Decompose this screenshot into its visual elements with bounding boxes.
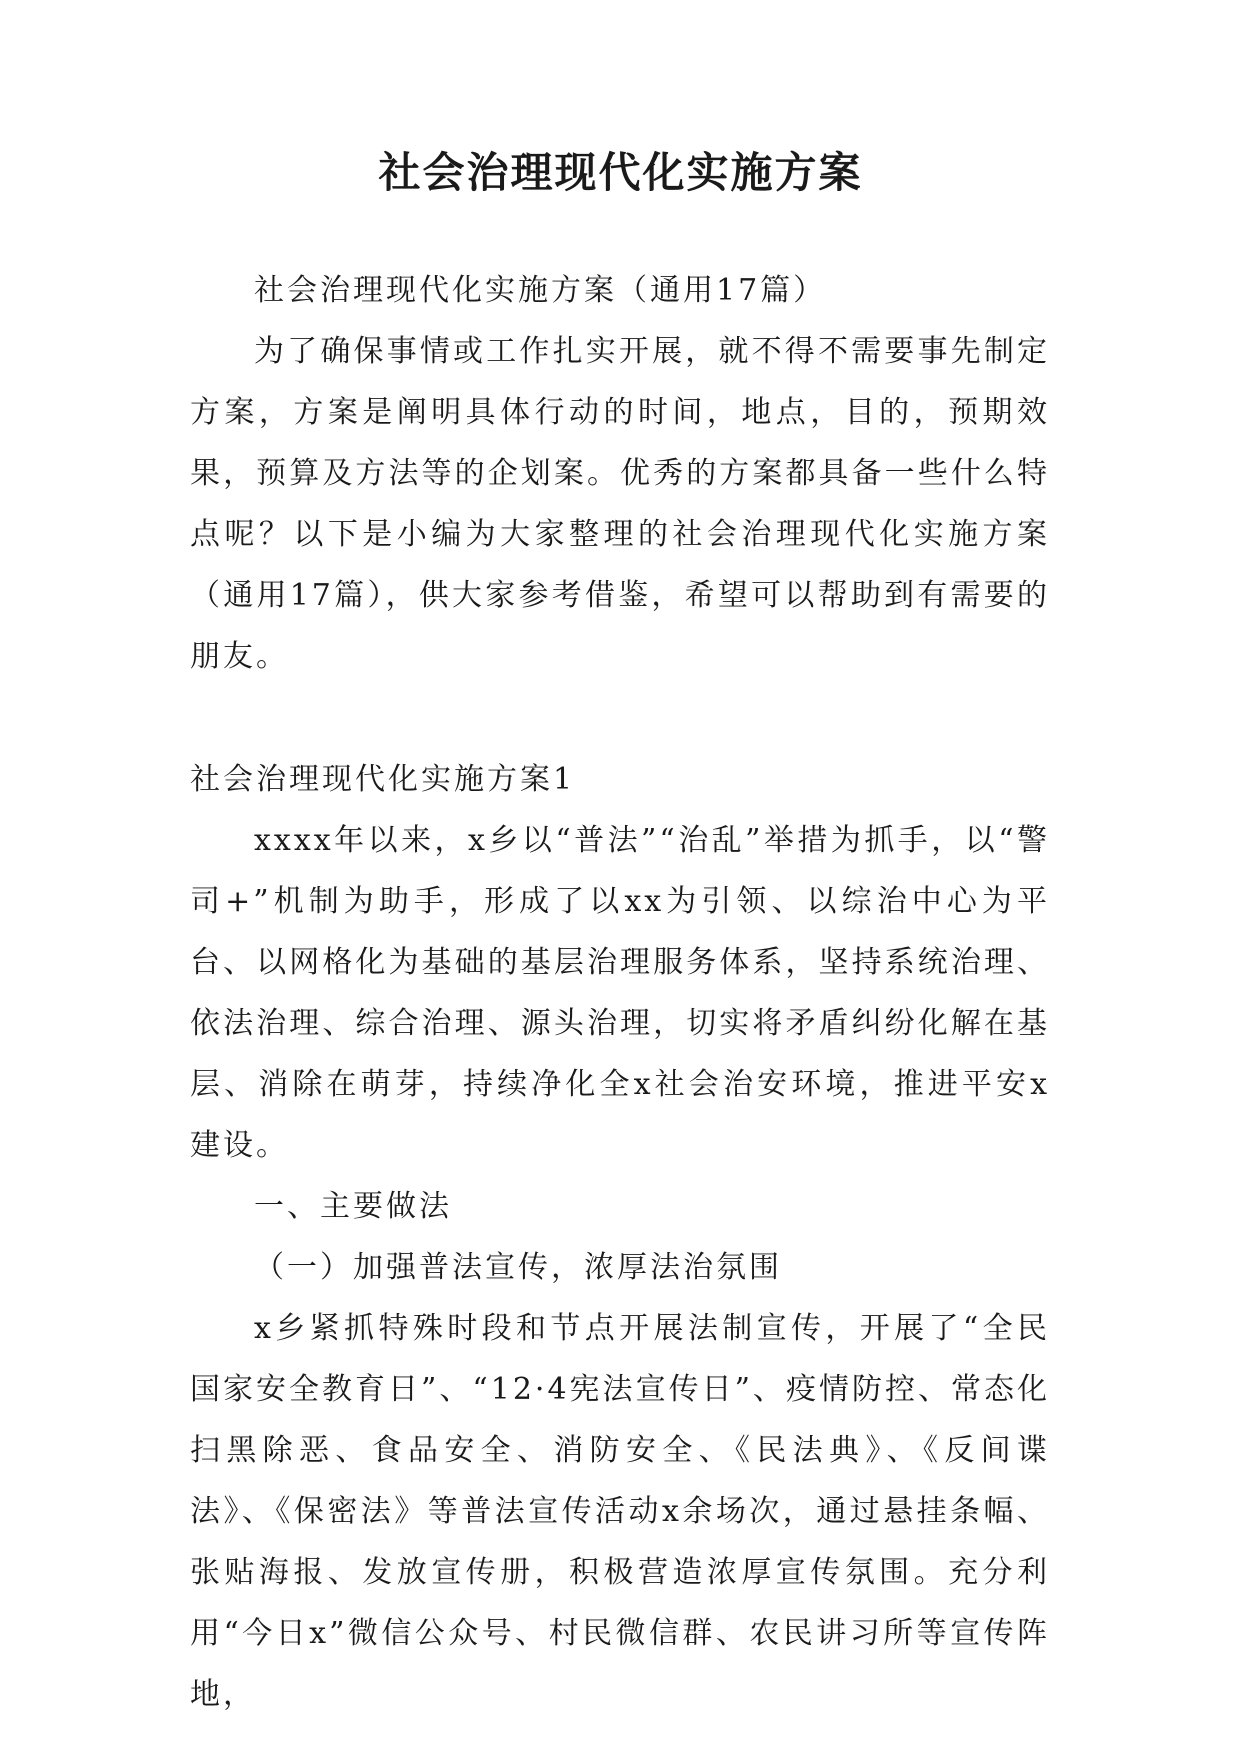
subtitle-paragraph: 社会治理现代化实施方案（通用17篇） <box>254 273 827 308</box>
body-paragraph: xxxx年以来，x乡以“普法”“治乱”举措为抓手，以“警司+”机制为助手，形成了以xx为引领、以综治中心为平台、以网格化为基础的基层治理服务体系，坚持系统治理、依法治理、综合治理、源头治理，切实将矛盾纠纷化解在基层、消除在萌芽，持续净化全x社会治安环境，推进平安x建设。 <box>190 823 1050 1163</box>
subheading-main-practices: 一、主要做法 <box>254 1189 452 1224</box>
subheading-legal-promotion: （一）加强普法宣传，浓厚法治氛围 <box>254 1250 782 1285</box>
document-body <box>190 260 1050 1725</box>
page-title: 社会治理现代化实施方案 <box>378 148 863 197</box>
intro-paragraph: 为了确保事情或工作扎实开展，就不得不需要事先制定方案，方案是阐明具体行动的时间，地点，目的，预期效果，预算及方法等的企划案。优秀的方案都具备一些什么特点呢？以下是小编为大家整理的社会治理现代化实施方案（通用17篇），供大家参考借鉴，希望可以帮助到有需要的朋友。 <box>190 334 1050 674</box>
section-heading: 社会治理现代化实施方案1 <box>190 762 576 797</box>
body-paragraph: x乡紧抓特殊时段和节点开展法制宣传，开展了“全民国家安全教育日”、“12·4宪法宣传日”、疫情防控、常态化扫黑除恶、食品安全、消防安全、《民法典》、《反间谍法》、《保密法》等普法宣传活动x余场次，通过悬挂条幅、张贴海报、发放宣传册，积极营造浓厚宣传氛围。充分利用“今日x”微信公众号、村民微信群、农民讲习所等宣传阵地， <box>190 1311 1050 1712</box>
